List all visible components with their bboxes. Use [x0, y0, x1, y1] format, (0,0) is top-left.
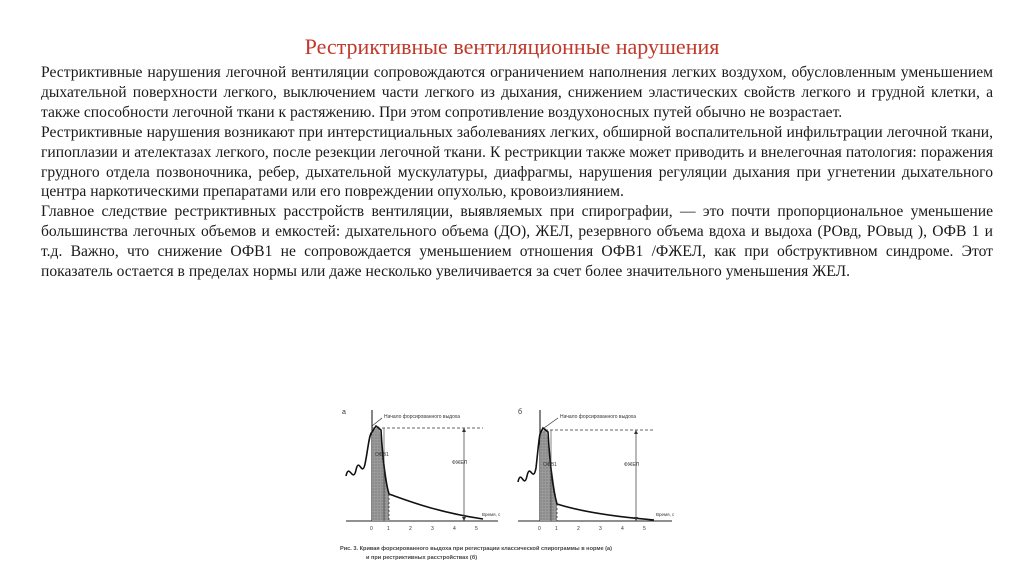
- spirogram-figure: [336, 404, 688, 568]
- panel-b-tick-5: 5: [643, 526, 646, 532]
- panel-b-tick-2: 2: [577, 526, 580, 532]
- panel-a-curve: [346, 426, 483, 519]
- panel-b-curve: [518, 428, 654, 520]
- panel-a-letter: а: [342, 409, 346, 416]
- panel-a-tick-2: 2: [409, 526, 412, 532]
- panel-a-tick-3: 3: [431, 526, 434, 532]
- paragraph-intro: Рестриктивные нарушения легочной вентиляции сопровождаются ограничением наполнения легких воздухом, обусловленным уменьшением дыхательной поверхности легкого, выключением части легкого из дыхания, снижением эластических свойств легкого и грудной клетки, а также способности легочной ткани к растяжению. При этом сопротивление воздухоносных путей обычно не возрастает.: [41, 64, 993, 121]
- panel-b-fev-label: ОФВ1: [543, 462, 557, 468]
- figure-caption-line1: Рис. 3. Кривая форсированного выдоха при регистрации классической спирограммы в норме (а): [340, 546, 612, 552]
- panel-b-fvc-label: ФЖЕЛ: [624, 462, 640, 468]
- panel-a-fvc-label: ФЖЕЛ: [452, 460, 468, 466]
- panel-b-letter: б: [518, 409, 523, 416]
- panel-b-tick-3: 3: [599, 526, 602, 532]
- slide-title: Рестриктивные вентиляционные нарушения: [304, 34, 720, 59]
- panel-a-axis-label: Время, с: [482, 512, 501, 517]
- panel-a-tick-5: 5: [475, 526, 478, 532]
- paragraph-causes: Рестриктивные нарушения возникают при интерстициальных заболеваниях легких, обширной воспалительной инфильтрации легочной ткани, гипоплазии и ателектазах легкого, после резекции легочной ткани. К рестрикции также может приводить и внелегочная патология: поражения грудного отдела позвоночника, ребер, дыхательной мускулатуры, диафрагмы, нарушения регуляции дыхания при угнетении дыхательного центра наркотическими препаратами или его повреждении опухолью, кровоизлиянием.: [41, 123, 993, 201]
- figure-caption-line2: и при рестриктивных расстройствах (б): [366, 555, 478, 561]
- panel-a-tick-4: 4: [453, 526, 456, 532]
- panel-b-axis-label: Время, с: [656, 512, 675, 517]
- panel-b: [518, 408, 675, 532]
- panel-b-annotation: Начало форсированного выдоха: [560, 414, 637, 420]
- panel-b-tick-0: 0: [538, 526, 541, 532]
- panel-a-fev-area: [372, 426, 389, 521]
- panel-a-tick-0: 0: [370, 526, 373, 532]
- panel-b-annotation-pointer: [544, 418, 558, 428]
- panel-a: [342, 409, 501, 532]
- panel-a-annotation: Начало форсированного выдоха: [384, 414, 461, 420]
- panel-b-tick-4: 4: [621, 526, 624, 532]
- panel-a-annotation-pointer: [372, 418, 382, 426]
- paragraph-consequences: Главное следствие рестриктивных расстройств вентиляции, выявляемых при спирографии, — это почти пропорциональное уменьшение большинства легочных объемов и емкостей: дыхательного объема (ДО), ЖЕЛ, резервного объема вдоха и выдоха (РОвд, РОвыд ), ОФВ 1 и т.д. Важно, что снижение ОФВ1 не сопровождается уменьшением отношения ОФВ1 /ФЖЕЛ, как при обструктивном синдроме. Этот показатель остается в пределах нормы или даже несколько увеличивается за счет более значительного уменьшения ЖЕЛ.: [41, 203, 993, 281]
- panel-a-fev-label: ОФВ1: [375, 452, 389, 458]
- panel-a-tick-1: 1: [387, 526, 390, 532]
- panel-b-tick-1: 1: [555, 526, 558, 532]
- slide-body: [41, 63, 993, 282]
